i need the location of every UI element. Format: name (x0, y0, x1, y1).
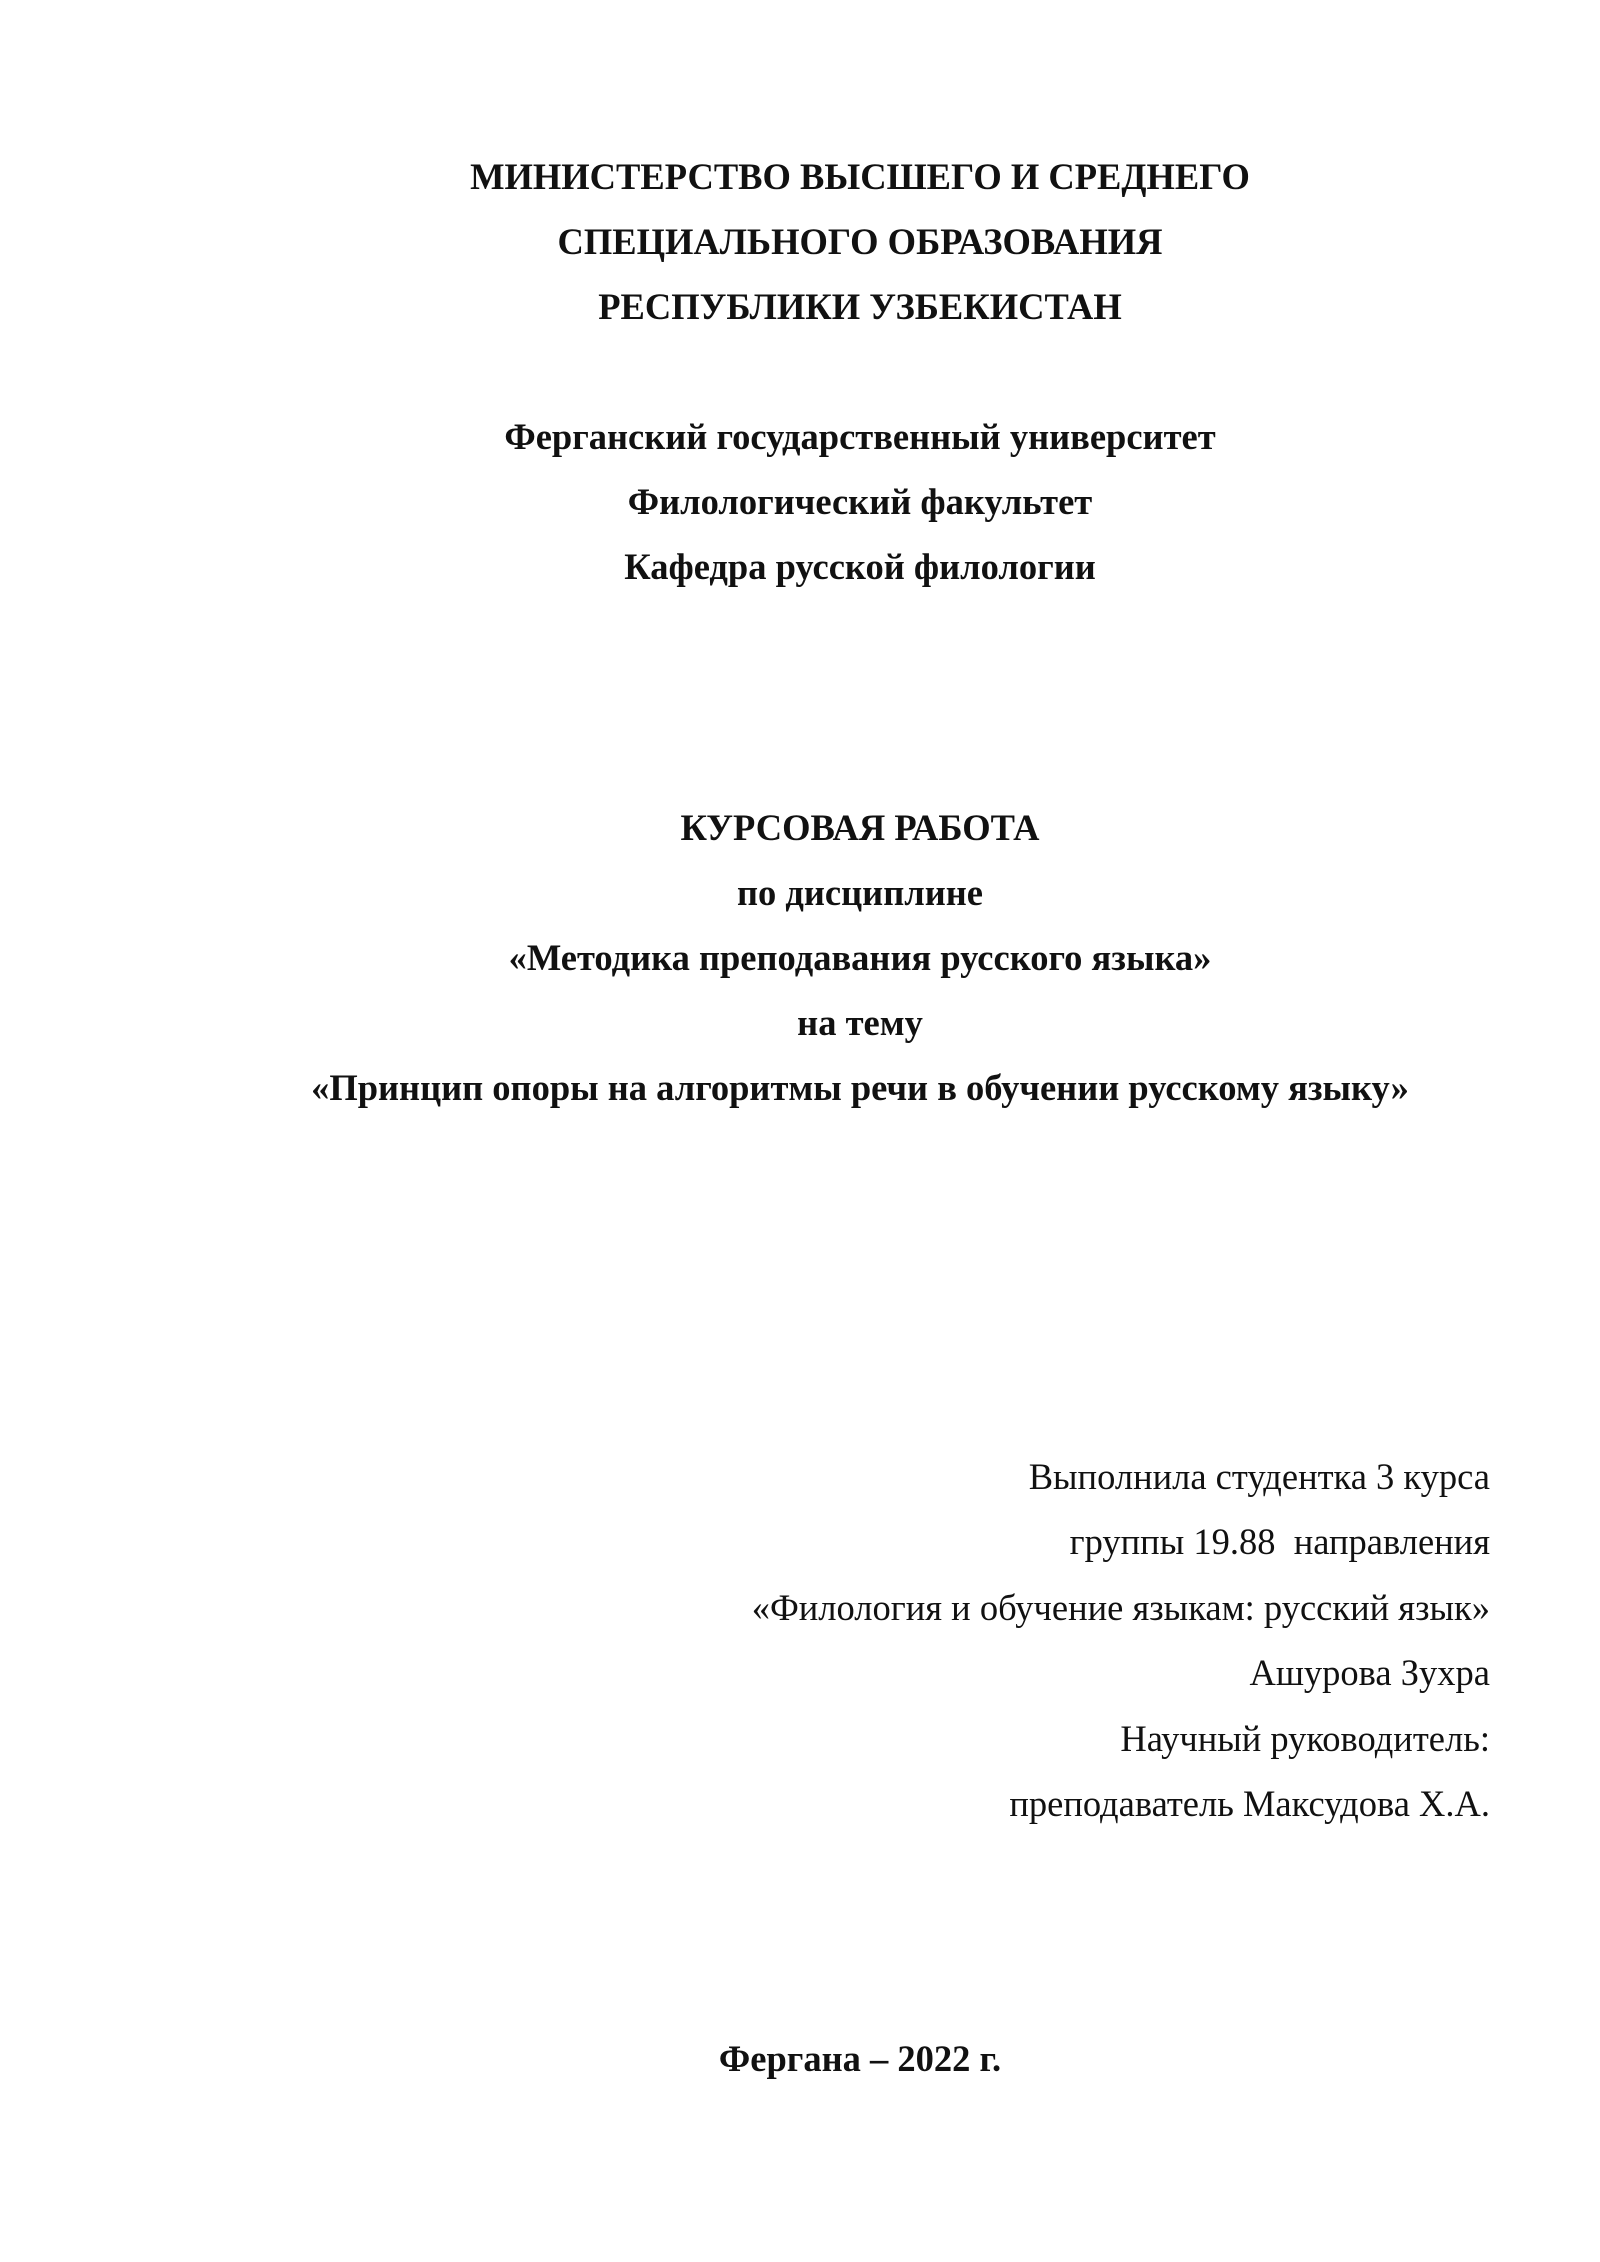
coursework-block (0, 795, 1600, 1120)
discipline-name: «Методика преподавания русского языка» (508, 937, 1212, 978)
author-line-2: группы 19.88 направления (1069, 1521, 1490, 1563)
ministry-header (0, 144, 1600, 339)
faculty-name: Филологический факультет (627, 481, 1093, 522)
supervisor-name: преподаватель Максудова Х.А. (1009, 1783, 1490, 1825)
university-name: Ферганский государственный университет (504, 416, 1216, 457)
author-line-1: Выполнила студентка 3 курса (1028, 1456, 1490, 1497)
department-name: Кафедра русской филологии (624, 546, 1096, 587)
ministry-line-1: МИНИСТЕРСТВО ВЫСШЕГО И СРЕДНЕГО (470, 156, 1250, 197)
author-line-3: «Филология и обучение языкам: русский язык» (751, 1586, 1490, 1628)
ministry-line-3: РЕСПУБЛИКИ УЗБЕКИСТАН (598, 286, 1122, 327)
topic-prefix: на тему (797, 1002, 923, 1043)
work-type: КУРСОВАЯ РАБОТА (680, 807, 1040, 848)
ministry-line-2: СПЕЦИАЛЬНОГО ОБРАЗОВАНИЯ (557, 221, 1163, 262)
discipline-prefix: по дисциплине (737, 872, 983, 913)
university-block (0, 404, 1600, 599)
supervisor-label: Научный руководитель: (1120, 1717, 1490, 1759)
author-block (0, 1444, 1490, 1836)
city-year: Фергана – 2022 г. (718, 2038, 1002, 2079)
topic-title: «Принцип опоры на алгоритмы речи в обучении русскому языку» (311, 1067, 1409, 1108)
author-name: Ашурова Зухра (1249, 1652, 1490, 1694)
